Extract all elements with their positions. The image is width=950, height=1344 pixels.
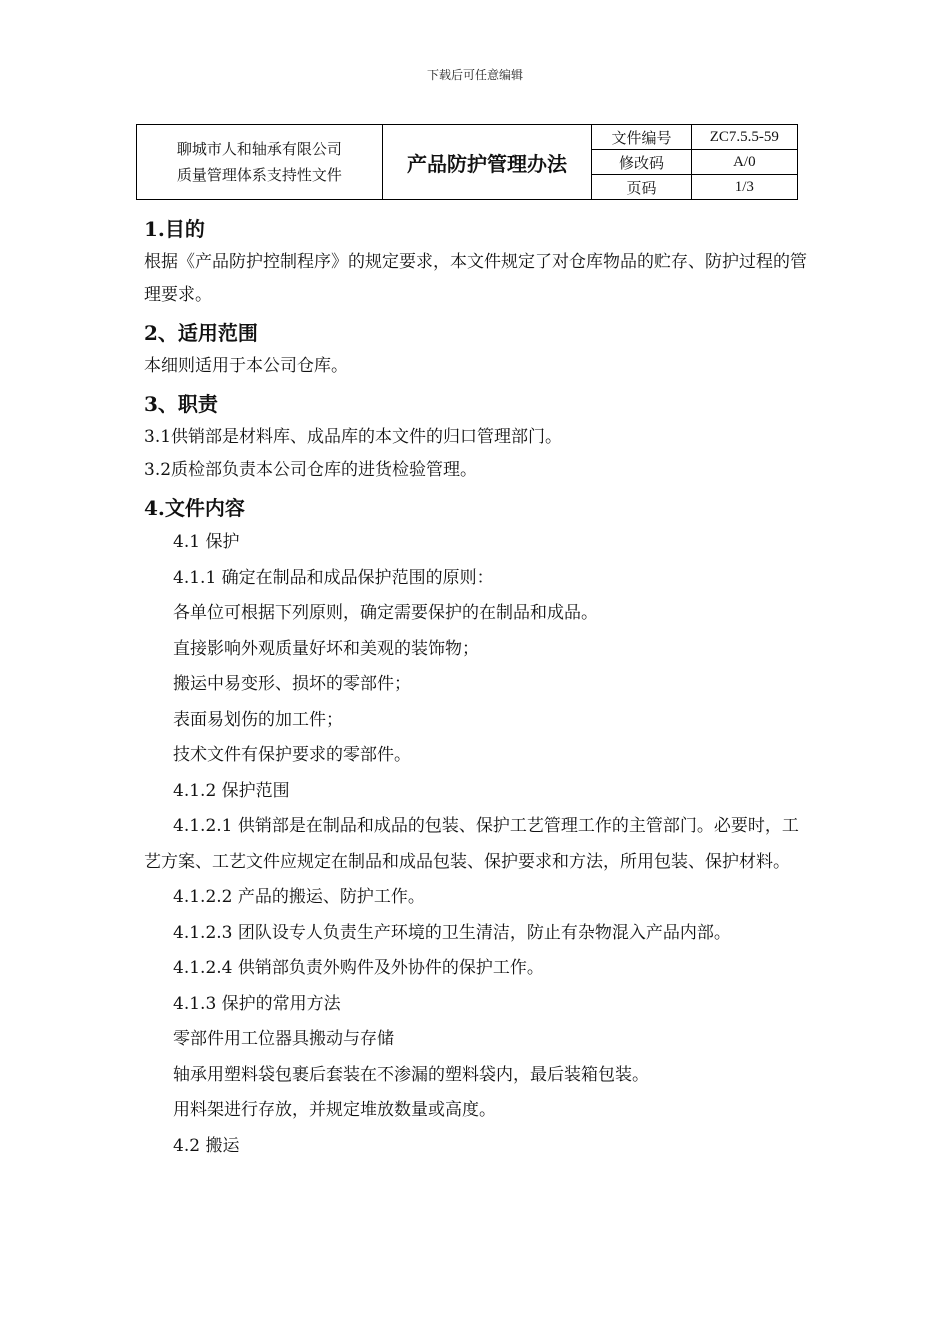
content-line: 4.1.2 保护范围 <box>173 780 290 801</box>
content-line: 4.1 保护 <box>173 532 240 552</box>
content-line: 轴承用塑料袋包裹后套装在不渗漏的塑料袋内，最后装箱包装。 <box>173 1064 649 1085</box>
document-category: 质量管理体系支持性文件 <box>176 166 342 184</box>
document-body <box>144 212 808 1164</box>
section-heading-purpose: 1.目的 <box>144 217 205 241</box>
watermark-text: 下载后可任意编辑 <box>426 68 523 82</box>
company-cell <box>137 125 383 200</box>
content-line: 4.1.3 保护的常用方法 <box>173 993 341 1014</box>
purpose-paragraph: 根据《产品防护控制程序》的规定要求，本文件规定了对仓库物品的贮存、防护过程的管理要求。 <box>144 252 807 305</box>
content-line: 4.2 搬运 <box>173 1135 240 1156</box>
document-header-table <box>136 124 798 200</box>
content-line: 表面易划伤的加工件； <box>173 709 343 730</box>
content-line: 技术文件有保护要求的零部件。 <box>173 745 411 765</box>
content-line: 各单位可根据下列原则，确定需要保护的在制品和成品。 <box>173 603 598 623</box>
revision-value: A/0 <box>691 150 797 175</box>
revision-label: 修改码 <box>592 150 691 175</box>
page-label: 页码 <box>592 175 691 200</box>
content-line: 4.1.2.4 供销部负责外购件及外协件的保护工作。 <box>173 958 544 978</box>
section-heading-scope: 2、适用范围 <box>144 321 258 345</box>
scope-paragraph: 本细则适用于本公司仓库。 <box>144 356 348 376</box>
section-heading-responsibility: 3、职责 <box>144 392 218 416</box>
section-heading-content: 4.文件内容 <box>144 496 245 520</box>
content-line: 4.1.1 确定在制品和成品保护范围的原则： <box>173 567 494 588</box>
document-title: 产品防护管理办法 <box>382 125 592 200</box>
content-line: 搬运中易变形、损坏的零部件； <box>173 674 411 694</box>
content-line: 4.1.2.3 团队设专人负责生产环境的卫生清洁，防止有杂物混入产品内部。 <box>173 922 731 943</box>
company-name: 聊城市人和轴承有限公司 <box>176 140 342 158</box>
page-value: 1/3 <box>691 175 797 200</box>
responsibility-item: 3.2质检部负责本公司仓库的进货检验管理。 <box>144 460 478 480</box>
responsibility-item: 3.1供销部是材料库、成品库的本文件的归口管理部门。 <box>144 427 563 447</box>
content-line: 4.1.2.2 产品的搬运、防护工作。 <box>173 887 425 907</box>
content-paragraph: 4.1.2.1 供销部是在制品和成品的包装、保护工艺管理工作的主管部门。必要时，工艺方案、工艺文件应规定在制品和成品包装、保护要求和方法，所用包装、保护材料。 <box>144 816 799 872</box>
content-line: 零部件用工位器具搬动与存储 <box>173 1029 394 1049</box>
content-line: 直接影响外观质量好坏和美观的装饰物； <box>173 638 479 659</box>
doc-number-label: 文件编号 <box>592 125 691 150</box>
content-line: 用料架进行存放，并规定堆放数量或高度。 <box>173 1100 496 1120</box>
doc-number-value: ZC7.5.5-59 <box>691 125 797 150</box>
